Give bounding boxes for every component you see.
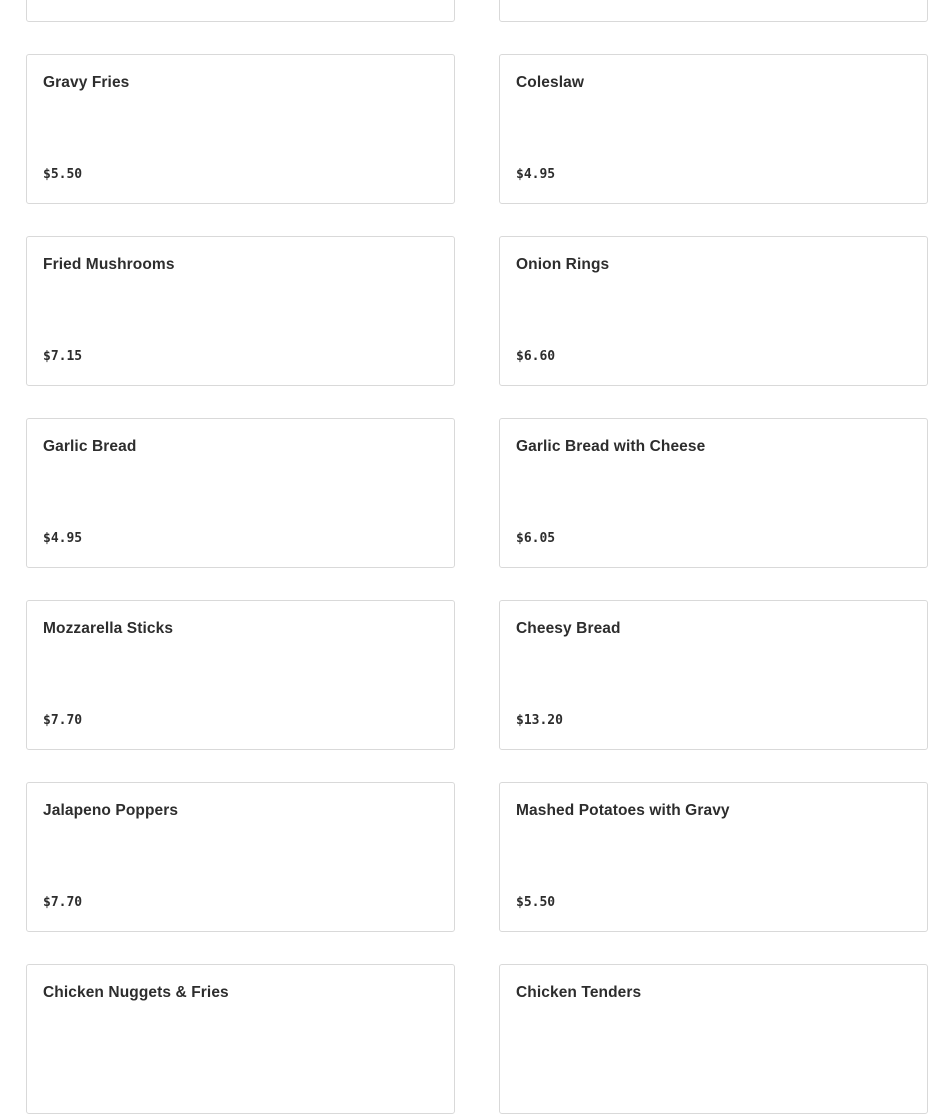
menu-item-card-coleslaw[interactable] bbox=[499, 54, 928, 204]
menu-item-price: $4.95 bbox=[43, 531, 83, 546]
menu-item-price: $5.50 bbox=[516, 895, 556, 910]
menu-item-card-mashed-potatoes-with-gravy[interactable] bbox=[499, 782, 928, 932]
menu-item-price: $13.20 bbox=[516, 713, 563, 728]
menu-item-card[interactable] bbox=[499, 0, 928, 22]
menu-item-price: $5.50 bbox=[43, 167, 83, 182]
menu-item-price: $7.70 bbox=[43, 895, 83, 910]
menu-item-name: Garlic Bread with Cheese bbox=[516, 438, 706, 455]
menu-item-name: Chicken Nuggets & Fries bbox=[43, 984, 229, 1001]
menu-item-card-garlic-bread-with-cheese[interactable] bbox=[499, 418, 928, 568]
menu-item-card-chicken-tenders[interactable] bbox=[499, 964, 928, 1114]
menu-item-name: Fried Mushrooms bbox=[43, 256, 175, 273]
menu-item-card-jalapeno-poppers[interactable] bbox=[26, 782, 455, 932]
menu-item-name: Chicken Tenders bbox=[516, 984, 642, 1001]
menu-item-card-garlic-bread[interactable] bbox=[26, 418, 455, 568]
menu-item-name: Coleslaw bbox=[516, 74, 584, 91]
menu-item-price: $7.15 bbox=[43, 349, 83, 364]
menu-item-name: Garlic Bread bbox=[43, 438, 137, 455]
menu-item-card-gravy-fries[interactable] bbox=[26, 54, 455, 204]
menu-item-price: $6.60 bbox=[516, 349, 556, 364]
menu-item-card[interactable] bbox=[26, 0, 455, 22]
menu-item-price: $6.05 bbox=[516, 531, 556, 546]
menu-item-name: Cheesy Bread bbox=[516, 620, 621, 637]
menu-item-card-fried-mushrooms[interactable] bbox=[26, 236, 455, 386]
menu-item-price: $4.95 bbox=[516, 167, 556, 182]
menu-item-card-onion-rings[interactable] bbox=[499, 236, 928, 386]
menu-item-price: $7.70 bbox=[43, 713, 83, 728]
menu-item-name: Mozzarella Sticks bbox=[43, 620, 174, 637]
menu-item-name: Mashed Potatoes with Gravy bbox=[516, 802, 730, 819]
menu-item-name: Onion Rings bbox=[516, 256, 610, 273]
menu-item-card-mozzarella-sticks[interactable] bbox=[26, 600, 455, 750]
menu-items-grid bbox=[26, 0, 928, 1114]
menu-item-name: Gravy Fries bbox=[43, 74, 130, 91]
menu-item-card-chicken-nuggets-fries[interactable] bbox=[26, 964, 455, 1114]
menu-item-card-cheesy-bread[interactable] bbox=[499, 600, 928, 750]
menu-item-name: Jalapeno Poppers bbox=[43, 802, 179, 819]
